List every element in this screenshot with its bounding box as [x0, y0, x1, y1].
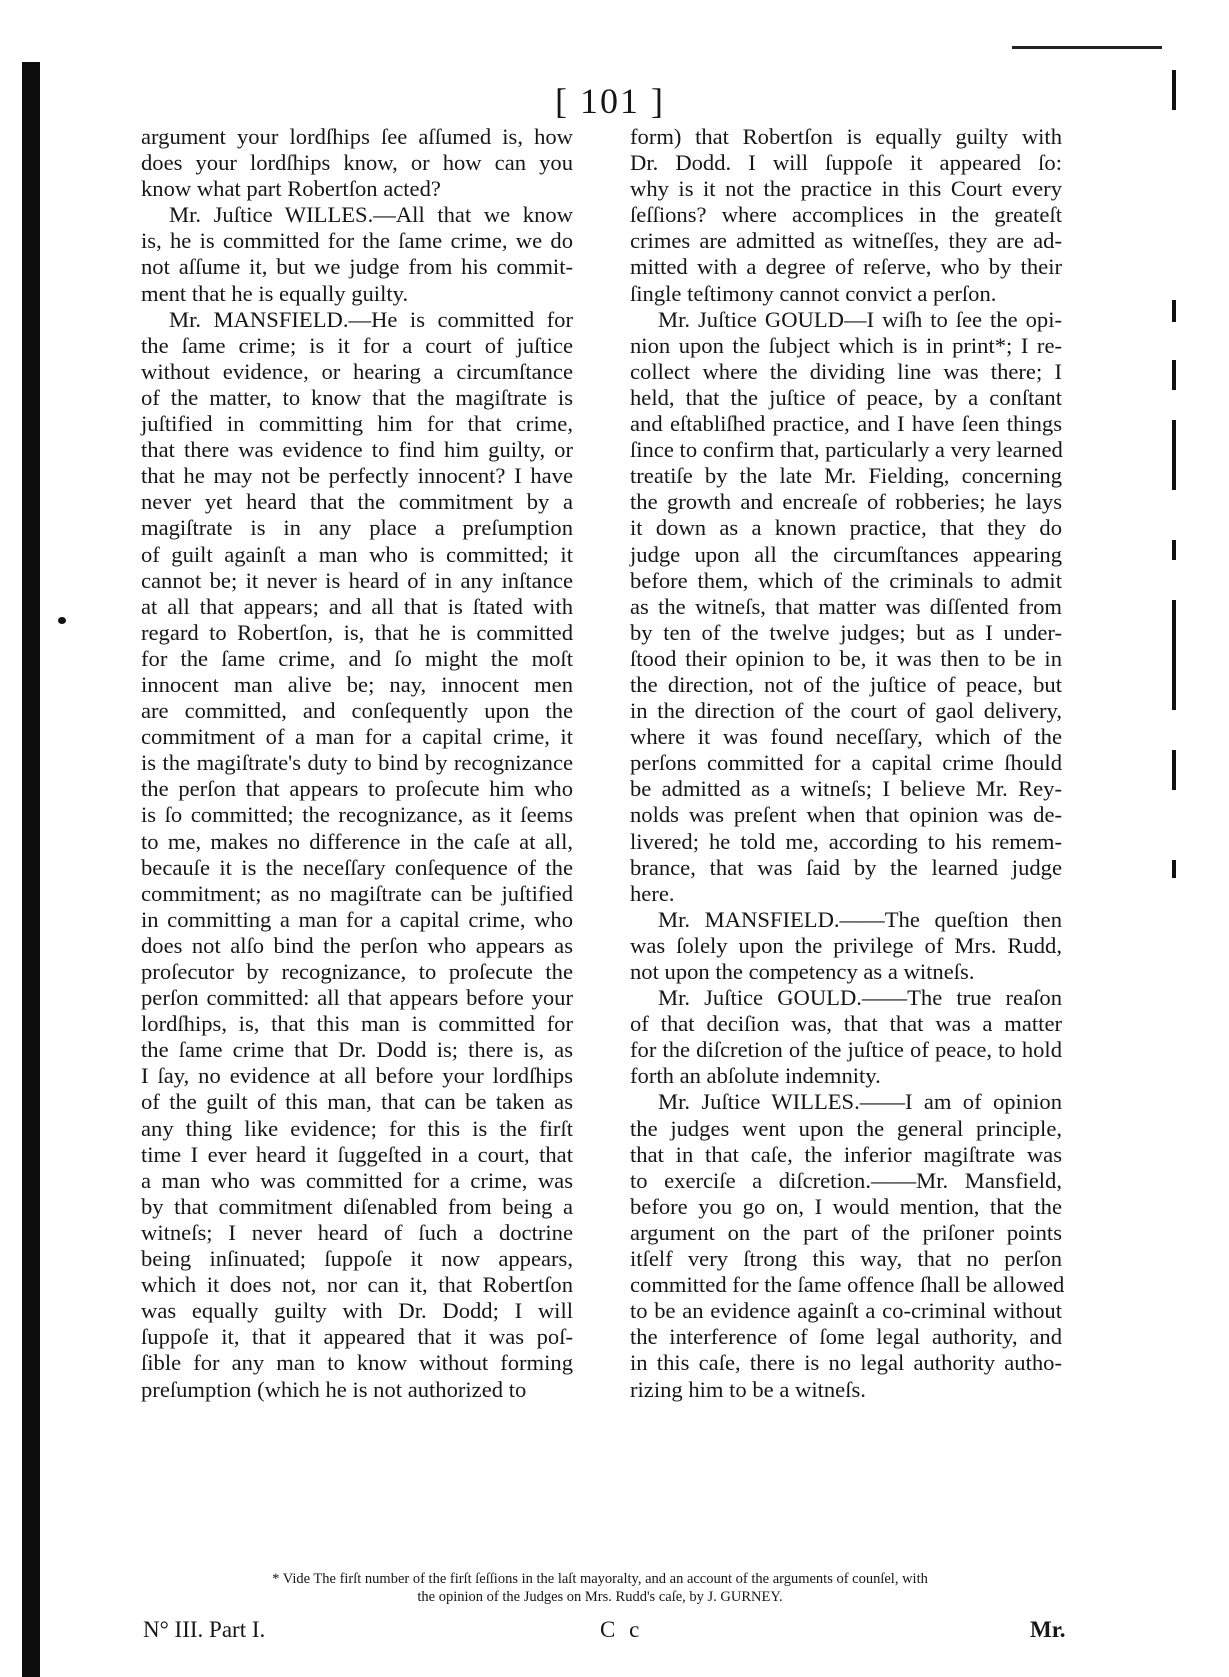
text-line: innocent man alive be; nay, innocent men	[141, 671, 573, 697]
text-line: are committed, and conſequently upon the	[141, 698, 573, 724]
signature-mark-left: N° III. Part I.	[143, 1617, 266, 1642]
text-line: does not alſo bind the perſon who appears as	[141, 932, 573, 958]
text-line: ſingle teſtimony cannot convict a perſon.	[630, 280, 997, 306]
text-line: I ſay, no evidence at all before your lordſhips	[141, 1063, 573, 1089]
text-line: Mr. MANSFIELD.——The queſtion then	[658, 906, 1062, 932]
text-line: at all that appears; and all that is ſtated with	[141, 593, 573, 619]
text-line: in this caſe, there is no legal authority autho-	[630, 1350, 1062, 1376]
text-line: commitment; as no magiſtrate can be juſtified	[141, 880, 573, 906]
text-line: Dr. Dodd. I will ſuppoſe it appeared ſo:	[630, 150, 1062, 176]
text-line: collect where the dividing line was there; I	[630, 358, 1062, 384]
text-line: perſon committed: all that appears before your	[141, 985, 573, 1011]
text-line: to me, makes no difference in the caſe at all,	[141, 828, 573, 854]
text-line: does your lordſhips know, or how can you	[141, 150, 573, 176]
text-line: is, he is committed for the ſame crime, we do	[141, 228, 573, 254]
paragraph	[602, 985, 1062, 1089]
text-line: ſuppoſe it, that it appeared that it was poſ-	[141, 1324, 573, 1350]
paragraph	[602, 307, 1062, 907]
binding-shadow	[22, 62, 40, 1677]
right-edge-marks	[1172, 60, 1176, 1620]
text-line: by that commitment diſenabled from being a	[141, 1193, 573, 1219]
text-line: judge upon all the circumſtances appearing	[630, 541, 1062, 567]
text-line: becauſe it is the neceſſary conſequence of the	[141, 854, 573, 880]
text-line: preſumption (which he is not authorized to	[141, 1376, 527, 1402]
text-line: as the witneſs, that matter was diſſented from	[630, 593, 1062, 619]
text-line: form) that Robertſon is equally guilty with	[630, 124, 1062, 149]
text-line: cannot be; it never is heard of in any inſtance	[141, 567, 573, 593]
text-line: livered; he told me, according to his remem-	[630, 828, 1062, 854]
paragraph	[602, 1089, 1065, 1402]
paragraph	[602, 124, 1062, 307]
text-line: before them, which of the criminals to admit	[630, 567, 1062, 593]
text-line: that he may not be perfectly innocent? I have	[141, 463, 573, 489]
text-line: itſelf very ſtrong this way, that no perſon	[630, 1246, 1062, 1272]
text-line: nion upon the ſubject which is in print*; I re-	[630, 332, 1062, 358]
text-line: that there was evidence to find him guilty, or	[141, 437, 573, 463]
text-line: forth an abſolute indemnity.	[630, 1063, 881, 1089]
text-line: the ſame crime; is it for a court of juſtice	[141, 332, 573, 358]
text-line: ment that he is equally guilty.	[141, 280, 409, 306]
text-line: rizing him to be a witneſs.	[630, 1376, 866, 1402]
text-line: for the ſame crime, and ſo might the moſt	[141, 645, 573, 671]
text-line: for the diſcretion of the juſtice of peace, to hold	[630, 1037, 1062, 1063]
edge-rule	[1012, 46, 1162, 49]
text-line: and eſtabliſhed practice, and I have ſeen things	[630, 411, 1062, 437]
text-line: where it was found neceſſary, which of the	[630, 724, 1062, 750]
text-line: Mr. Juſtice WILLES.—All that we know	[169, 202, 573, 228]
paragraph	[113, 124, 573, 202]
text-line: without evidence, or hearing a circumſtance	[141, 358, 573, 384]
footnote-line-1: * Vide The firſt number of the firſt ſeſſions in the laſt mayoralty, and an account of the arguments of counſel, with	[272, 1571, 928, 1587]
text-line: juſtified in committing him for that crime,	[141, 411, 573, 437]
text-line: the direction, not of the juſtice of peace, but	[630, 671, 1062, 697]
text-line: the interference of ſome legal authority, and	[630, 1324, 1062, 1350]
text-line: the ſame crime that Dr. Dodd is; there is, as	[141, 1037, 573, 1063]
text-line: committed for the ſame offence ſhall be allowed	[630, 1272, 1065, 1298]
text-line: of guilt againſt a man who is committed; it	[141, 541, 573, 567]
text-line: to exerciſe a diſcretion.——Mr. Mansfield,	[630, 1167, 1062, 1193]
text-line: crimes are admitted as witneſſes, they are ad-	[630, 228, 1062, 254]
text-line: know what part Robertſon acted?	[141, 176, 441, 202]
text-line: be admitted as a witneſs; I believe Mr. Rey-	[630, 776, 1062, 802]
text-line: of the guilt of this man, that can be taken as	[141, 1089, 573, 1115]
text-line: was equally guilty with Dr. Dodd; I will	[141, 1298, 573, 1324]
text-line: by ten of the twelve judges; but as I under-	[630, 619, 1062, 645]
text-line: it down as a known practice, that they do	[630, 515, 1062, 541]
paragraph	[113, 307, 573, 1403]
text-line: argument on the part of the priſoner points	[630, 1219, 1062, 1245]
text-line: before you go on, I would mention, that the	[630, 1193, 1062, 1219]
text-line: Mr. Juſtice GOULD—I wiſh to ſee the opi-	[658, 306, 1062, 332]
text-line: treatiſe by the late Mr. Fielding, concerning	[630, 463, 1062, 489]
text-line: a man who was committed for a crime, was	[141, 1167, 573, 1193]
text-line: commitment of a man for a capital crime, it	[141, 724, 573, 750]
text-line: ſible for any man to know without forming	[141, 1350, 573, 1376]
text-line: to be an evidence againſt a co-criminal without	[630, 1298, 1062, 1324]
text-line: in committing a man for a capital crime, who	[141, 906, 573, 932]
text-line: which it does not, nor can it, that Robertſon	[141, 1272, 573, 1298]
text-line: of the matter, to know that the magiſtrate is	[141, 384, 573, 410]
text-line: here.	[630, 880, 675, 906]
text-line: brance, that was ſaid by the learned judge	[630, 854, 1062, 880]
right-column	[602, 124, 1065, 1403]
ink-blot	[58, 617, 66, 624]
text-line: lordſhips, is, that this man is committed for	[141, 1011, 573, 1037]
text-line: being inſinuated; ſuppoſe it now appears,	[141, 1246, 573, 1272]
text-line: the perſon that appears to proſecute him who	[141, 776, 573, 802]
page-number: [ 101 ]	[555, 81, 665, 121]
text-line: proſecutor by recognizance, to proſecute the	[141, 959, 573, 984]
text-line: is ſo committed; the recognizance, as it ſeems	[141, 802, 573, 828]
text-line: of that deciſion was, that that was a matter	[630, 1011, 1062, 1037]
text-line: Mr. Juſtice WILLES.——I am of opinion	[658, 1089, 1062, 1115]
text-line: witneſs; I never heard of ſuch a doctrine	[141, 1219, 573, 1245]
text-line: perſons committed for a capital crime ſhould	[630, 750, 1062, 776]
text-line: time I ever heard it ſuggeſted in a court, that	[141, 1141, 573, 1167]
footnote	[120, 1570, 1080, 1606]
text-line: the growth and encreaſe of robberies; he lays	[630, 489, 1062, 515]
text-line: ſeſſions? where accomplices in the greateſt	[630, 202, 1062, 228]
signature-mark-center: C c	[600, 1617, 644, 1642]
text-line: that in that caſe, the inferior magiſtrate was	[630, 1141, 1062, 1167]
text-line: regard to Robertſon, is, that he is committed	[141, 619, 573, 645]
text-line: in the direction of the court of gaol delivery,	[630, 698, 1062, 724]
paragraph	[602, 907, 1062, 985]
footnote-line-2: the opinion of the Judges on Mrs. Rudd's caſe, by J. GURNEY.	[417, 1589, 783, 1605]
text-line: not aſſume it, but we judge from his commit-	[141, 254, 573, 280]
text-line: Mr. Juſtice GOULD.——The true reaſon	[658, 985, 1062, 1011]
text-line: ſince to confirm that, particularly a very learned	[630, 437, 1063, 463]
text-line: nolds was preſent when that opinion was de-	[630, 802, 1062, 828]
text-line: the judges went upon the general principle,	[630, 1115, 1062, 1141]
text-line: was ſolely upon the privilege of Mrs. Rudd,	[630, 932, 1062, 958]
text-line: ſtood their opinion to be, it was then to be in	[630, 645, 1062, 671]
paragraph	[113, 202, 573, 306]
left-column	[113, 124, 573, 1403]
text-line: why is it not the practice in this Court every	[630, 176, 1062, 202]
text-line: is the magiſtrate's duty to bind by recognizance	[141, 750, 573, 776]
text-line: Mr. MANSFIELD.—He is committed for	[169, 306, 573, 332]
text-line: argument your lordſhips ſee aſſumed is, how	[141, 124, 573, 149]
catchword: Mr.	[1030, 1617, 1066, 1642]
text-line: magiſtrate is in any place a preſumption	[141, 515, 573, 541]
text-line: not upon the competency as a witneſs.	[630, 959, 975, 984]
text-line: mitted with a degree of reſerve, who by their	[630, 254, 1062, 280]
text-line: never yet heard that the commitment by a	[141, 489, 573, 515]
text-line: any thing like evidence; for this is the firſt	[141, 1115, 573, 1141]
text-line: held, that the juſtice of peace, by a conſtant	[630, 384, 1062, 410]
